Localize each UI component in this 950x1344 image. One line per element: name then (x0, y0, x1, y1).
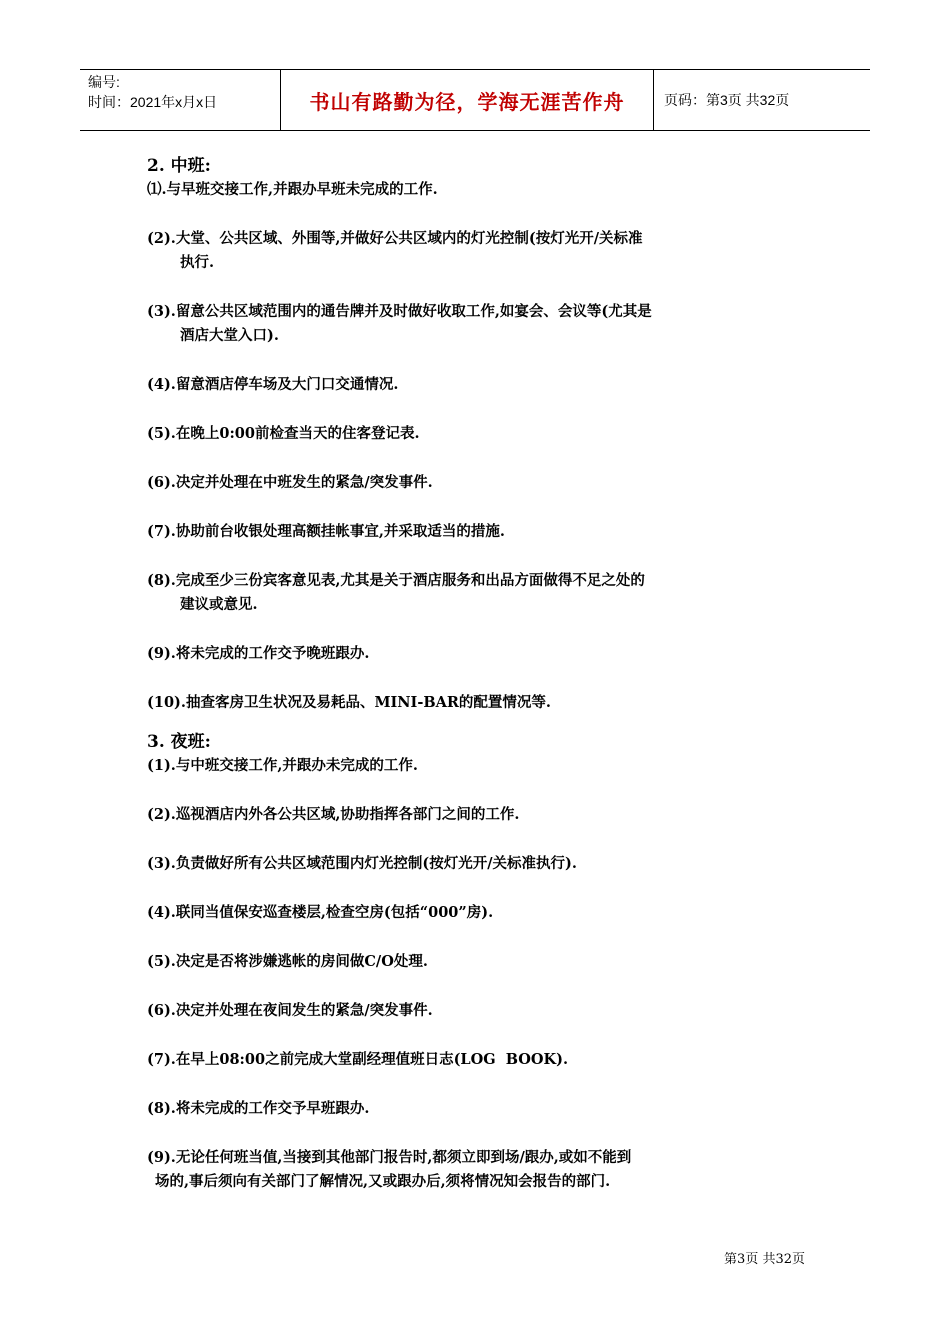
list-item: (6).决定并处理在中班发生的紧急/突发事件. (147, 474, 433, 491)
list-item-line: (2).大堂、公共区域、外围等,并做好公共区域内的灯光控制(按灯光开/关标准 (147, 230, 643, 247)
list-item: (5).决定是否将涉嫌逃帐的房间做C/O处理. (147, 953, 428, 970)
list-item (147, 227, 827, 275)
page-footer: 第3页 共32页 (724, 1252, 805, 1267)
list-item: (9).将未完成的工作交予晚班跟办. (147, 645, 370, 662)
list-item: (4).留意酒店停车场及大门口交通情况. (147, 376, 399, 393)
number-label: 编号: (88, 74, 120, 90)
list-item: (10).抽查客房卫生状况及易耗品、MINI-BAR的配置情况等. (147, 694, 551, 711)
document-body (147, 150, 827, 1194)
list-item-line: (8).完成至少三份宾客意见表,尤其是关于酒店服务和出品方面做得不足之处的 (147, 572, 645, 589)
header-meta (80, 70, 280, 130)
section-title-middle-shift: 2. 中班: (147, 156, 211, 176)
list-item: (5).在晚上0:00前检查当天的住客登记表. (147, 425, 420, 442)
list-item-line: 执行. (180, 254, 215, 271)
header-motto: 书山有路勤为径，学海无涯苦作舟 (280, 70, 654, 130)
list-item: (4).联同当值保安巡查楼层,检查空房(包括“000”房). (147, 904, 494, 921)
list-item: ⑴.与早班交接工作,并跟办早班未完成的工作. (147, 181, 438, 198)
list-item-line: 场的,事后须向有关部门了解情况,又或跟办后,须将情况知会报告的部门. (155, 1173, 611, 1190)
list-item: (1).与中班交接工作,并跟办未完成的工作. (147, 757, 418, 774)
header-page-label: 页码：第3页 共32页 (664, 92, 790, 108)
list-item-line: (3).留意公共区域范围内的通告牌并及时做好收取工作,如宴会、会议等(尤其是 (147, 303, 652, 320)
list-item: (7).协助前台收银处理高额挂帐事宜,并采取适当的措施. (147, 523, 505, 540)
time-label: 时间：2021年x月x日 (88, 94, 218, 110)
list-item-line: 酒店大堂入口). (180, 327, 279, 344)
list-item: (8).将未完成的工作交予早班跟办. (147, 1100, 370, 1117)
list-item: (3).负责做好所有公共区域范围内灯光控制(按灯光开/关标准执行). (147, 855, 577, 872)
list-item (147, 1146, 827, 1194)
list-item: (2).巡视酒店内外各公共区域,协助指挥各部门之间的工作. (147, 806, 520, 823)
list-item: (6).决定并处理在夜间发生的紧急/突发事件. (147, 1002, 433, 1019)
document-header (80, 69, 870, 131)
section-title-night-shift: 3. 夜班: (147, 732, 211, 752)
list-item: (7).在早上08:00之前完成大堂副经理值班日志(LOG BOOK). (147, 1051, 569, 1068)
list-item (147, 300, 827, 348)
list-item-line: 建议或意见. (180, 596, 258, 613)
list-item-line: (9).无论任何班当值,当接到其他部门报告时,都须立即到场/跟办,或如不能到 (147, 1149, 632, 1166)
list-item (147, 569, 827, 617)
